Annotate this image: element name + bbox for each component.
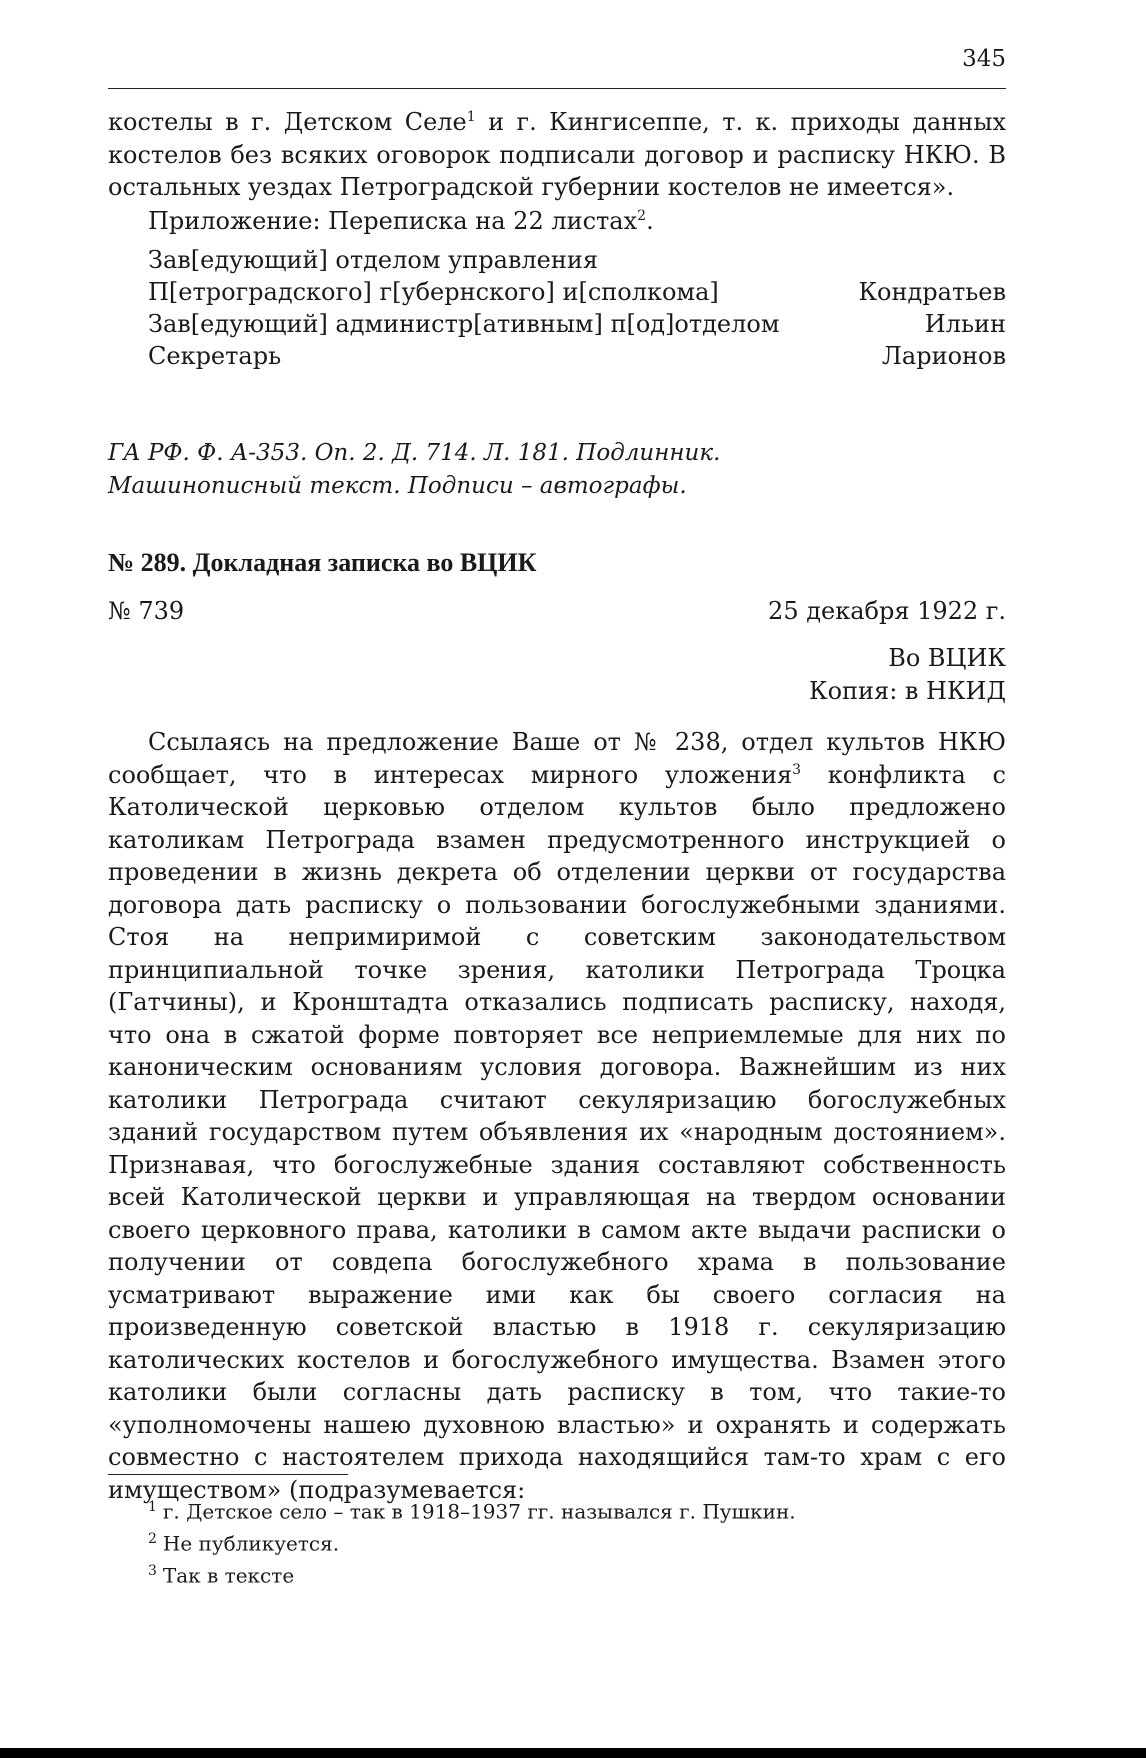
document-title: № 289. Докладная записка во ВЦИК (108, 548, 537, 577)
source-line-1: ГА РФ. Ф. А-353. Оп. 2. Д. 714. Л. 181. Подлинник. (108, 440, 721, 466)
document-page (108, 0, 1006, 1758)
signature-row (148, 308, 1006, 340)
body-text-2: конфликта с Католической церковью отделом культов было предложено католикам Петрограда взамен предусмотренного инструкцией о проведении в жизнь декрета об отделении церкви от государства договора дать расписку о пользовании богослужебными зданиями. Стоя на непримиримой с советским законодательством принципиальной точке зрения, католики Петрограда Троцка (Гатчины), и Кронштадта отказались подписать расписку, находя, что она в сжатой форме повторяет все неприемлемые для них по каноническим основаниям условия договора. Важнейшим из них католики Петрограда считают секуляризацию богослужебных зданий государством путем объявления их «народным достоянием». Признавая, что богослужебные здания составляют собственность всей Католической церкви и управляющая на твердом основании своего церковного права, католики в самом акте выдачи расписки о получении от совдепа богослужебного храма в пользование усматривают выражение ими как бы своего согласия на произведенную советской властью в 1918 г. секуляризацию католических костелов и богослужебного имущества. Взамен этого католики были согласны дать расписку в том, что такие-то «уполномочены нашею духовною властью» и охранять и содержать совместно с настоятелем прихода находящийся там-то храм с его имуществом» (подразумевается: (108, 760, 1006, 1504)
signature-title: Секретарь (148, 342, 282, 370)
source-line-2: Машинописный текст. Подписи – автографы. (108, 473, 687, 499)
signature-row (148, 340, 1006, 372)
scan-edge (0, 1748, 1146, 1758)
header-rule (108, 88, 1006, 89)
signature-name: Ларионов (881, 342, 1006, 370)
footnote-ref-3: 3 (792, 761, 802, 778)
footnote (148, 1494, 796, 1525)
body-paragraph (108, 726, 1006, 1506)
addressee: Во ВЦИК (888, 644, 1006, 672)
signature-name: Ильин (924, 310, 1006, 338)
signature-row (148, 276, 1006, 308)
continuation-rest: и г. Кингисеппе, т. к. приходы данных костелов без всяких оговорок подписали договор и расписку НКЮ. В остальных уездах Петроградской губернии костелов не имеется». (108, 108, 1006, 201)
footnote-ref-2: 2 (637, 208, 647, 224)
page-number: 345 (962, 46, 1006, 72)
appendix-line: Приложение: Переписка на 22 листах$^2$. (148, 207, 654, 235)
footnote-number: 3 (148, 1563, 157, 1579)
continuation-text: костелы в г. Детском Селе (108, 108, 467, 136)
signature-row (148, 244, 1006, 276)
footnote-ref-1: 1 (466, 109, 476, 125)
appendix-text: Приложение: Переписка на 22 листах (148, 207, 638, 235)
footnote-number: 1 (148, 1499, 157, 1515)
footnote (148, 1558, 294, 1589)
copy-recipient: Копия: в НКИД (809, 677, 1006, 705)
signature-title: Зав[едующий] отделом управления (148, 246, 599, 274)
body-text-1: Ссылаясь на предложение Ваше от № 238, отдел культов НКЮ сообщает, что в интересах мирного уложения (108, 728, 1006, 789)
footnote-rule (108, 1474, 348, 1475)
signature-title: П[етроградского] г[убернского] и[сполкома] (148, 278, 719, 306)
footnote-text: Не публикуется. (162, 1531, 340, 1556)
signature-name: Кондратьев (858, 278, 1006, 306)
archive-source (108, 437, 1006, 503)
document-number: № 739 (108, 597, 185, 625)
footnote-text: Так в тексте (162, 1563, 295, 1588)
signature-title: Зав[едующий] администр[ативным] п[од]отделом (148, 310, 780, 338)
footnote-text: г. Детское село – так в 1918–1937 гг. назывался г. Пушкин. (162, 1499, 796, 1524)
footnote-number: 2 (148, 1531, 157, 1547)
document-date: 25 декабря 1922 г. (768, 597, 1006, 625)
document-meta (108, 597, 1006, 625)
continuation-paragraph (108, 106, 1006, 204)
footnote (148, 1526, 339, 1557)
